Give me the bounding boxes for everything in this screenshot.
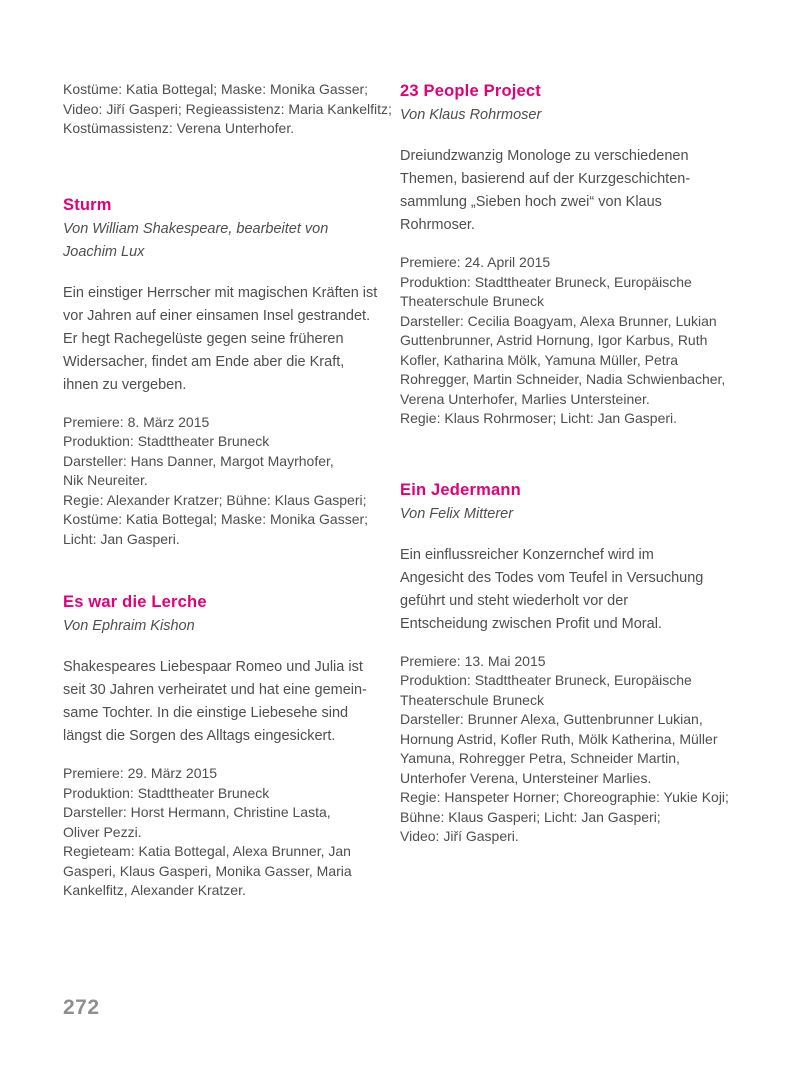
section-description: Shakespeares Liebespaar Romeo und Julia ist seit 30 Jahren verheiratet und hat eine gemein- same Tochter. In die einstige Liebesehe sind längst die Sorgen des Alltags eingesickert. <box>63 659 367 744</box>
section-author: Von William Shakespeare, bearbeitet von Joachim Lux <box>63 220 329 260</box>
section-credits: Premiere: 29. März 2015 Produktion: Stadttheater Bruneck Darsteller: Horst Hermann, Christine Lasta, Oliver Pezzi. Regieteam: Katia Bottegal, Alexa Brunner, Jan Gasperi, Klaus Gasperi, Monika Gasser, Maria Kankelfitz, Alexander Kratzer. <box>63 765 352 898</box>
continued-credits-block: Kostüme: Katia Bottegal; Maske: Monika Gasser; Video: Jiří Gasperi; Regieassistenz: Maria Kankelfitz; Kostümassistenz: Verena Unterhofer. <box>63 81 392 136</box>
section-credits: Premiere: 24. April 2015 Produktion: Stadttheater Bruneck, Europäische Theaterschule Bruneck Darsteller: Cecilia Boagyam, Alexa Brunner, Lukian Guttenbrunner, Astrid Hornung, Igor Karbus, Ruth Kofler, Katharina Mölk, Yamuna Müller, Petra Rohregger, Martin Schneider, Nadia Schwienbacher, Verena Unterhofer, Marlies Untersteiner. Regie: Klaus Rohrmoser; Licht: Jan Gasperi. <box>400 254 726 426</box>
page-number: 272 <box>63 996 100 1019</box>
section-author: Von Klaus Rohrmoser <box>400 107 542 123</box>
section-description: Ein einflussreicher Konzernchef wird im Angesicht des Todes vom Teufel in Versuchung geführt und steht wiederholt vor der Entscheidung zwischen Profit und Moral. <box>400 546 704 632</box>
section-credits: Premiere: 8. März 2015 Produktion: Stadttheater Bruneck Darsteller: Hans Danner, Margot Mayrhofer, Nik Neureiter. Regie: Alexander Kratzer; Bühne: Klaus Gasperi; Kostüme: Katia Bottegal; Maske: Monika Gasser; Licht: Jan Gasperi. <box>63 413 369 547</box>
section-title: Es war die Lerche <box>63 593 207 611</box>
section-credits: Premiere: 13. Mai 2015 Produktion: Stadttheater Bruneck, Europäische Theaterschule Bruneck Darsteller: Brunner Alexa, Guttenbrunner Lukian, Hornung Astrid, Kofler Ruth, Mölk Katherina, Müller Yamuna, Rohregger Petra, Schneider Martin, Unterhofer Verena, Untersteiner Marlies. Regie: Hanspeter Horner; Choreographie: Yukie Koji; Bühne: Klaus Gasperi; Licht: Jan Gasperi; Video: Jiří Gasperi. <box>400 652 729 844</box>
section-sturm <box>63 194 383 550</box>
section-author: Von Ephraim Kishon <box>63 618 195 634</box>
section-author: Von Felix Mitterer <box>400 505 514 522</box>
section-es-war-die-lerche <box>63 591 383 901</box>
section-23-people-project <box>400 80 750 429</box>
left-column <box>63 80 392 901</box>
section-ein-jedermann <box>400 479 750 847</box>
section-description: Dreiundzwanzig Monologe zu verschiedenen Themen, basierend auf der Kurzgeschichten- sammlung „Sieben hoch zwei“ von Klaus Rohrmoser. <box>400 148 691 233</box>
section-description: Ein einstiger Herrscher mit magischen Kräften ist vor Jahren auf einer einsamen Insel gestrandet. Er hegt Rachegelüste gegen seine früheren Widersacher, findet am Ende aber die Kraft, ihnen zu vergeben. <box>63 284 378 393</box>
section-title: Ein Jedermann <box>400 480 521 499</box>
right-column <box>400 80 750 847</box>
section-title: Sturm <box>63 195 112 214</box>
section-title: 23 People Project <box>400 82 541 100</box>
